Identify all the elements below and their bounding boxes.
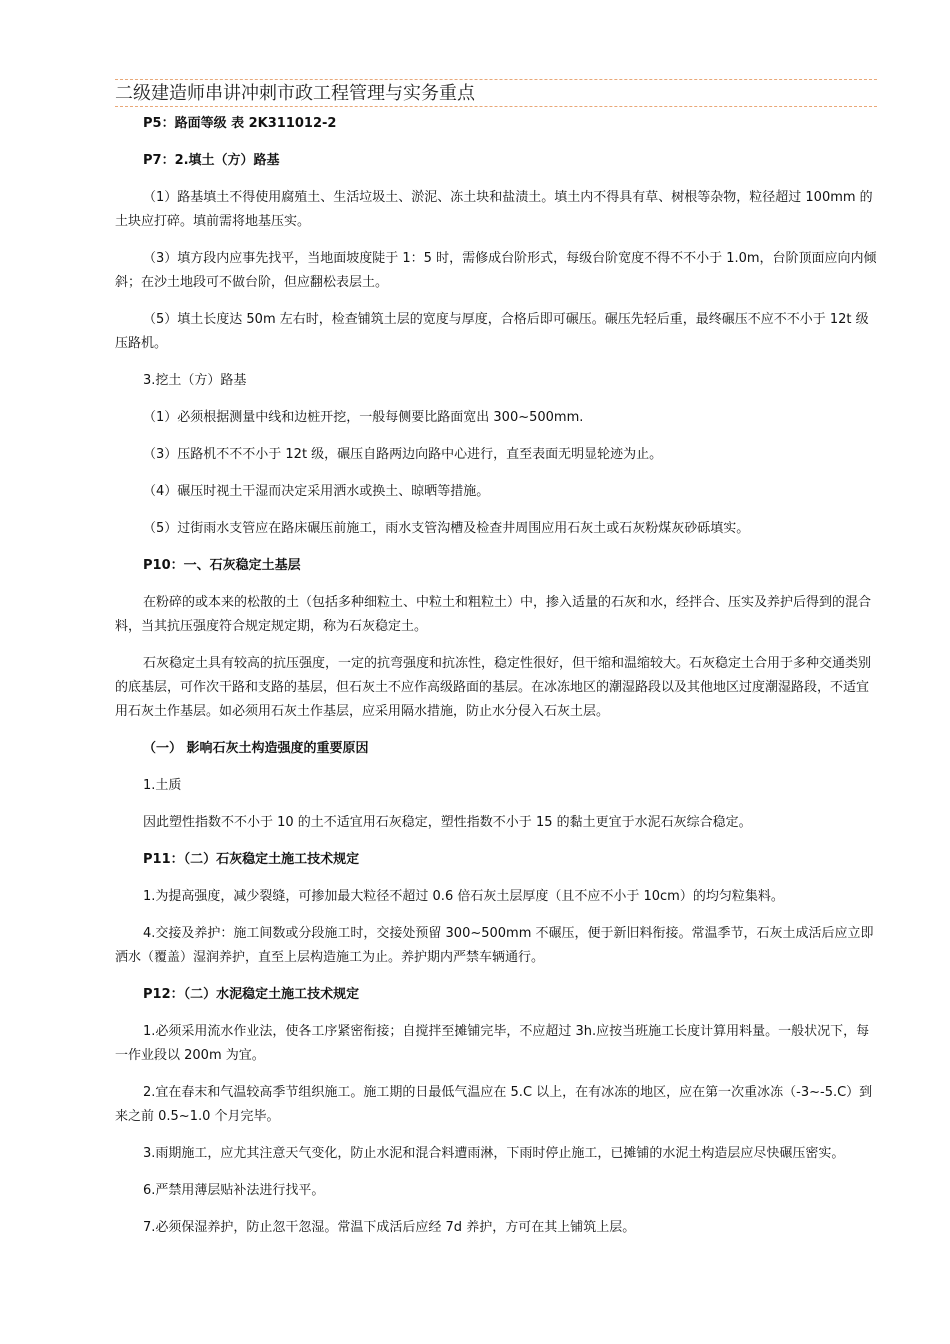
- paragraph-heading-p7: P7：2.填土（方）路基: [143, 153, 280, 168]
- header-rule-bottom: [115, 106, 877, 107]
- paragraph: （1）路基填土不得使用腐殖土、生活垃圾土、淤泥、冻土块和盐渍土。填土内不得具有草、树根等杂物，粒径超过 100mm 的土块应打碎。填前需将地基压实。: [115, 190, 873, 229]
- paragraph-heading-p10: P10：一、石灰稳定土基层: [143, 558, 301, 573]
- paragraph-heading-section-1: （一） 影响石灰土构造强度的重要原因: [143, 741, 369, 756]
- paragraph: 2.宜在春末和气温较高季节组织施工。施工期的日最低气温应在 5.C 以上，在有冰冻的地区，应在第一次重冰冻（-3~-5.C）到来之前 0.5~1.0 个月完毕。: [115, 1085, 873, 1124]
- paragraph: 4.交接及养护：施工间数或分段施工时，交接处预留 300~500mm 不碾压，便于新旧料衔接。常温季节，石灰土成活后应立即洒水（覆盖）湿润养护，直至上层构造施工为止。养护期内严禁车辆通行。: [115, 926, 874, 965]
- paragraph: （5）填土长度达 50m 左右时，检查铺筑土层的宽度与厚度，合格后即可碾压。碾压先轻后重，最终碾压不应不不小于 12t 级压路机。: [115, 312, 869, 351]
- paragraph: （5）过街雨水支管应在路床碾压前施工，雨水支管沟槽及检查井周围应用石灰土或石灰粉煤灰砂砾填实。: [143, 521, 750, 536]
- paragraph: （3）压路机不不不小于 12t 级，碾压自路两边向路中心进行，直至表面无明显轮迹为止。: [143, 447, 663, 462]
- paragraph-heading-p11: P11：（二）石灰稳定土施工技术规定: [143, 852, 360, 867]
- paragraph: 石灰稳定土具有较高的抗压强度，一定的抗弯强度和抗冻性，稳定性很好，但干缩和温缩较大。石灰稳定土合用于多种交通类别的底基层，可作次干路和支路的基层，但石灰土不应作高级路面的基层。在冰冻地区的潮湿路段以及其他地区过度潮湿路段，不适宜用石灰土作基层。如必须用石灰土作基层，应采用隔水措施，防止水分侵入石灰土层。: [115, 656, 872, 719]
- paragraph-heading-p12: P12：（二）水泥稳定土施工技术规定: [143, 987, 360, 1002]
- document-body: [115, 112, 877, 1253]
- paragraph-subheading: 1.土质: [143, 778, 182, 793]
- paragraph: 7.必须保湿养护，防止忽干忽湿。常温下成活后应经 7d 养护，方可在其上铺筑上层。: [143, 1220, 636, 1235]
- paragraph-subheading: 3.挖土（方）路基: [143, 373, 247, 388]
- paragraph: 3.雨期施工，应尤其注意天气变化，防止水泥和混合料遭雨淋，下雨时停止施工，已摊铺的水泥土构造层应尽快碾压密实。: [143, 1146, 845, 1161]
- paragraph: 在粉碎的或本来的松散的土（包括多种细粒土、中粒土和粗粒土）中，掺入适量的石灰和水，经拌合、压实及养护后得到的混合料，当其抗压强度符合规定规定期，称为石灰稳定土。: [115, 595, 872, 634]
- paragraph: （4）碾压时视土干湿而决定采用洒水或换土、晾晒等措施。: [143, 484, 490, 499]
- paragraph: 1.为提高强度，减少裂缝，可掺加最大粒径不超过 0.6 倍石灰土层厚度（且不应不小于 10cm）的均匀粒集料。: [143, 889, 784, 904]
- header-rule-top: [115, 79, 877, 80]
- paragraph: 1.必须采用流水作业法，使各工序紧密衔接；自搅拌至摊铺完毕，不应超过 3h.应按当班施工长度计算用料量。一般状况下，每一作业段以 200m 为宜。: [115, 1024, 870, 1063]
- paragraph: （3）填方段内应事先找平，当地面坡度陡于 1：5 时，需修成台阶形式，每级台阶宽度不得不不小于 1.0m，台阶顶面应向内倾斜；在沙土地段可不做台阶，但应翻松表层土。: [115, 251, 877, 290]
- paragraph: 6.严禁用薄层贴补法进行找平。: [143, 1183, 325, 1198]
- document-header-title: 二级建造师串讲冲刺市政工程管理与实务重点: [115, 83, 475, 104]
- paragraph: 因此塑性指数不不小于 10 的土不适宜用石灰稳定，塑性指数不小于 15 的黏土更宜于水泥石灰综合稳定。: [143, 815, 752, 830]
- paragraph-heading-p5: P5：路面等级 表 2K311012-2: [143, 116, 337, 131]
- paragraph: （1）必须根据测量中线和边桩开挖，一般每侧要比路面宽出 300~500mm.: [143, 410, 584, 425]
